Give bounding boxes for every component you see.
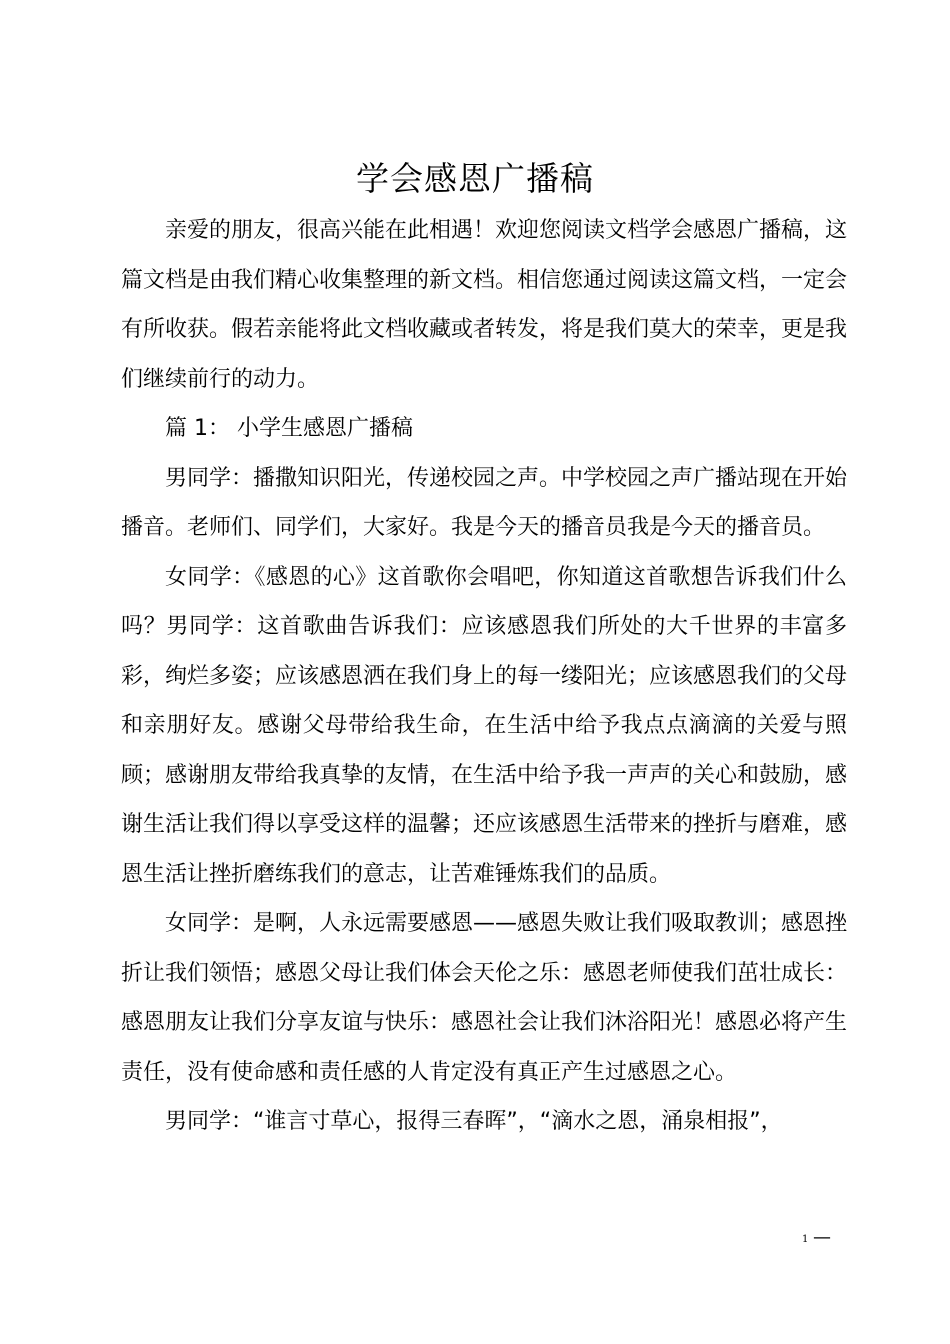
section-heading: 篇 1： 小学生感恩广播稿 xyxy=(165,416,413,441)
document-body xyxy=(121,206,847,1147)
document-title: 学会感恩广播稿 xyxy=(356,159,594,198)
body-paragraph: 男同学：“谁言寸草心，报得三春晖”，“滴水之恩，涌泉相报”， xyxy=(165,1109,783,1134)
page-number-dash: — xyxy=(813,1227,831,1248)
intro-paragraph: 亲爱的朋友，很高兴能在此相遇！欢迎您阅读文档学会感恩广播稿，这篇文档是由我们精心收集整理的新文档。相信您通过阅读这篇文档，一定会有所收获。假若亲能将此文档收藏或者转发，将是我们莫大的荣幸，更是我们继续前行的动力。 xyxy=(121,218,848,392)
page-number: 1 xyxy=(802,1234,809,1245)
body-paragraph: 女同学：是啊，人永远需要感恩——感恩失败让我们吸取教训；感恩挫折让我们领悟；感恩父母让我们体会天伦之乐：感恩老师使我们茁壮成长：感恩朋友让我们分享友谊与快乐：感恩社会让我们沐浴阳光！感恩必将产生责任，没有使命感和责任感的人肯定没有真正产生过感恩之心。 xyxy=(121,911,848,1085)
body-paragraph: 男同学：播撒知识阳光，传递校园之声。中学校园之声广播站现在开始播音。老师们、同学们，大家好。我是今天的播音员我是今天的播音员。 xyxy=(121,465,848,540)
body-paragraph: 女同学：《感恩的心》这首歌你会唱吧，你知道这首歌想告诉我们什么吗？男同学：这首歌曲告诉我们：应该感恩我们所处的大千世界的丰富多彩，绚烂多姿；应该感恩洒在我们身上的每一缕阳光；应该感恩我们的父母和亲朋好友。感谢父母带给我生命，在生活中给予我点点滴滴的关爱与照顾；感谢朋友带给我真挚的友情，在生活中给予我一声声的关心和鼓励，感谢生活让我们得以享受这样的温馨；还应该感恩生活带来的挫折与磨难，感恩生活让挫折磨练我们的意志，让苦难锤炼我们的品质。 xyxy=(121,564,848,887)
